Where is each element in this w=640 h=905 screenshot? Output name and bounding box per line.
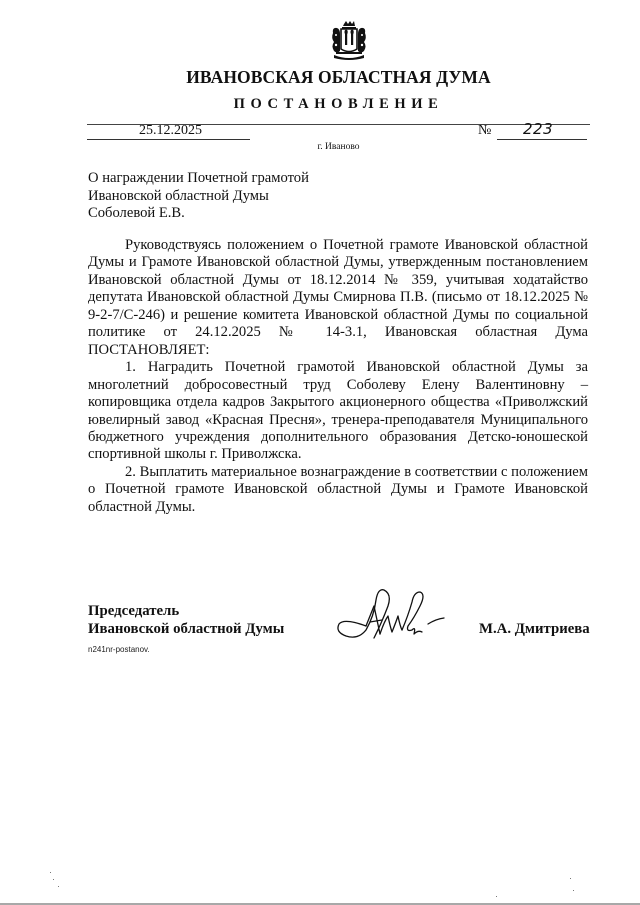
signer-title — [88, 602, 284, 638]
signer-title-line: Ивановской областной Думы — [88, 621, 285, 637]
subject-line: Соболевой Е.В. — [88, 205, 185, 222]
scan-speck — [50, 872, 51, 873]
scan-speck — [570, 878, 571, 879]
number-field — [497, 120, 587, 140]
signer-title-line: Председатель — [88, 603, 180, 619]
document-type-heading: ПОСТАНОВЛЕНИЕ — [233, 96, 444, 112]
document-body — [88, 237, 588, 516]
subject-line: О награждении Почетной грамотой — [88, 170, 309, 186]
resolution-item-1: 1. Наградить Почетной грамотой Ивановской областной Думы за многолетний добросовестный труд Соболеву Елену Валентиновну – копировщика отдела кадров Закрытого акционерного общества «Приволжский ювелирный завод «Красная Пресня», тренера-преподавателя Муниципального бюджетного учреждения дополнительного образования Детско-юношеской спортивной школы г. Приволжска. — [88, 359, 588, 463]
city-label: г. Иваново — [317, 142, 360, 152]
number-label: № — [478, 123, 492, 138]
file-reference: n241nr-postanov. — [88, 645, 150, 654]
scan-speck — [573, 890, 574, 891]
scan-speck — [53, 879, 54, 880]
coat-of-arms-icon — [331, 21, 367, 61]
scan-speck — [496, 896, 497, 897]
resolution-item-2: 2. Выплатить материальное вознаграждение в соответствии с положением о Почетной грамоте Ивановской областной Думы и Грамоте Ивановской областной Думы. — [88, 463, 588, 515]
preamble-paragraph: Руководствуясь положением о Почетной грамоте Ивановской областной Думы и Грамоте Ивановской областной Думы, утвержденным постановлением Ивановской областной Думы от 18.12.2014 № 359, учитывая ходатайство депутата Ивановской областной Думы Смирнова П.В. (письмо от 18.12.2025 № 9-2-7/С-246) и решение комитета Ивановской областной Думы по социальной политике от 24.12.2025 № 14-3.1, Ивановская областная Дума ПОСТАНОВЛЯЕТ: — [88, 237, 588, 358]
handwritten-signature-icon — [336, 586, 454, 644]
signer-name: М.А. Дмитриева — [479, 621, 590, 637]
organization-title: ИВАНОВСКАЯ ОБЛАСТНАЯ ДУМА — [186, 67, 491, 87]
document-subject — [88, 170, 309, 223]
document-date: 25.12.2025 — [139, 123, 202, 138]
subject-line: Ивановской областной Думы — [88, 187, 269, 204]
date-field — [87, 123, 250, 140]
scan-speck — [58, 886, 59, 887]
document-number: 223 — [523, 120, 554, 138]
